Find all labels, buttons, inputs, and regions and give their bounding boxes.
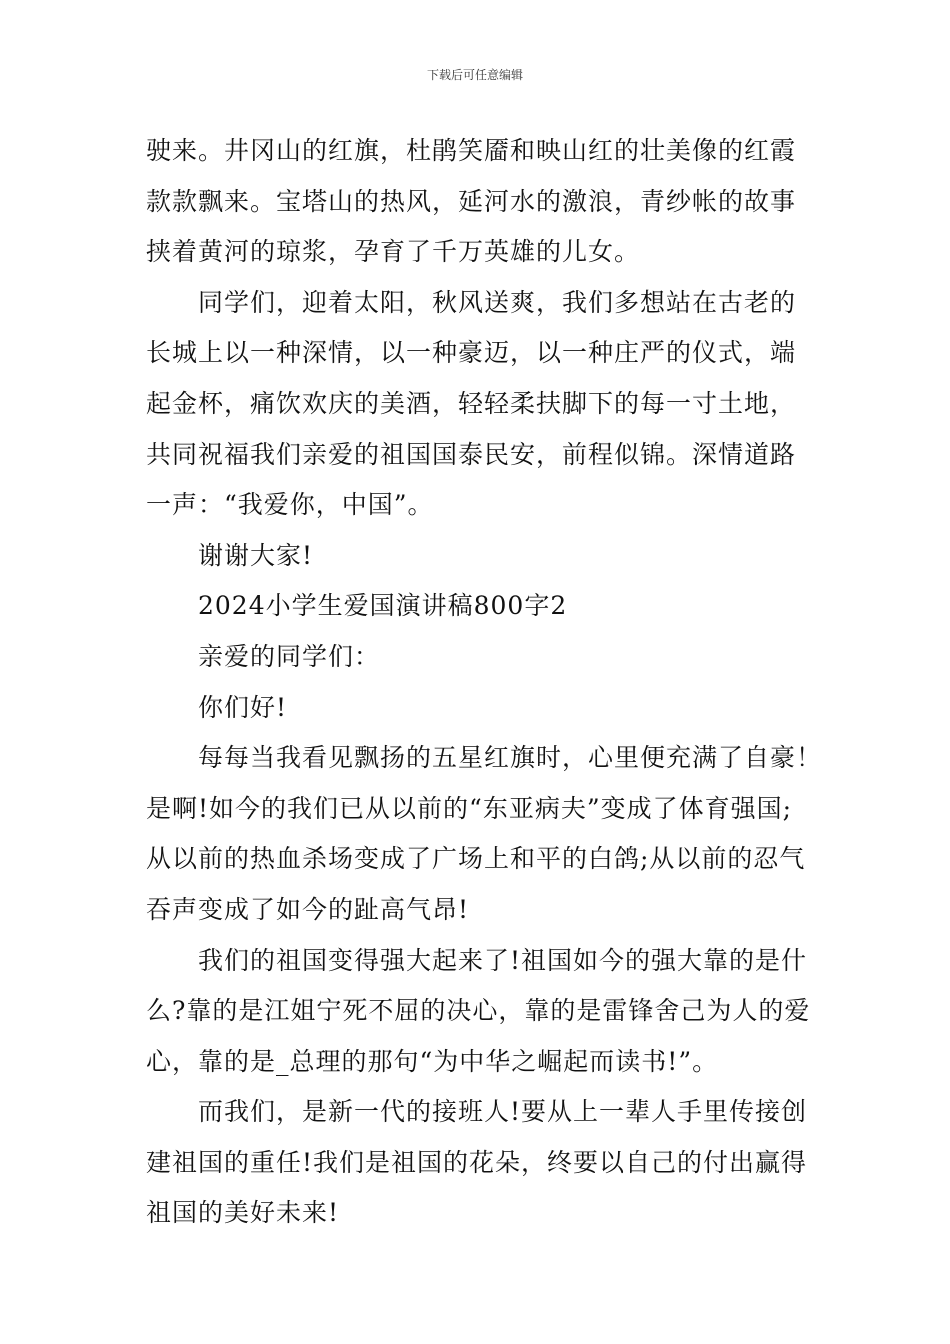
document-body <box>146 126 823 1239</box>
greeting: 你们好! <box>198 692 288 722</box>
text-line: 款款飘来。宝塔山的热风，延河水的激浪，青纱帐的故事 <box>146 186 797 216</box>
paragraph-start-line: 同学们，迎着太阳，秋风送爽，我们多想站在古老的 <box>198 287 797 317</box>
text-line: 祖国的美好未来! <box>146 1198 340 1228</box>
paragraph-start-line: 我们的祖国变得强大起来了!祖国如今的强大靠的是什 <box>198 945 808 975</box>
text-line: 一声：“我爱你，中国”。 <box>146 490 434 520</box>
text-line: 共同祝福我们亲爱的祖国国泰民安，前程似锦。深情道路 <box>146 439 797 469</box>
page-header-note: 下载后可任意编辑 <box>426 68 523 82</box>
text-line: 是啊!如今的我们已从以前的“东亚病夫”变成了体育强国; <box>146 793 793 823</box>
text-line: 挟着黄河的琼浆，孕育了千万英雄的儿女。 <box>146 237 641 267</box>
text-line: 心，靠的是_总理的那句“为中华之崛起而读书!”。 <box>146 1046 719 1076</box>
paragraph-start-line: 每每当我看见飘扬的五星红旗时，心里便充满了自豪！ <box>198 743 823 773</box>
text-line: 长城上以一种深情，以一种豪迈，以一种庄严的仪式，端 <box>146 338 797 368</box>
text-line: 建祖国的重任!我们是祖国的花朵，终要以自己的付出赢得 <box>146 1147 808 1177</box>
section-title: 2024小学生爱国演讲稿800字2 <box>198 591 568 621</box>
text-line: 从以前的热血杀场变成了广场上和平的白鸽;从以前的忍气 <box>146 844 806 874</box>
text-line: 驶来。井冈山的红旗，杜鹃笑靥和映山红的壮美像的红霞 <box>146 136 797 165</box>
closing-thanks: 谢谢大家! <box>198 540 314 570</box>
text-line: 么?靠的是江姐宁死不屈的决心，靠的是雷锋舍己为人的爱 <box>146 996 811 1026</box>
text-line: 吞声变成了如今的趾高气昂! <box>146 894 470 924</box>
paragraph-start-line: 而我们，是新一代的接班人!要从上一辈人手里传接创 <box>198 1097 808 1127</box>
text-line: 起金杯，痛饮欢庆的美酒，轻轻柔扶脚下的每一寸土地， <box>146 388 797 418</box>
salutation: 亲爱的同学们： <box>198 641 381 671</box>
